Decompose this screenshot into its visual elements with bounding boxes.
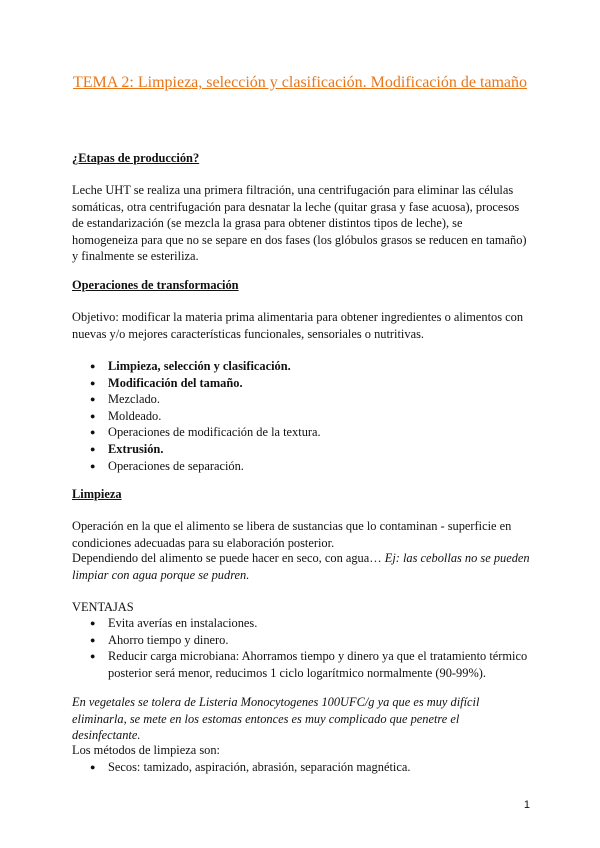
bullet-icon: ● (90, 410, 96, 421)
metodos-label: Los métodos de limpieza son: (72, 743, 220, 757)
heading-operaciones: Operaciones de transformación (72, 278, 239, 292)
ventajas-label: VENTAJAS (72, 600, 134, 614)
list-item: ● Secos: tamizado, aspiración, abrasión, separación magnética. (90, 760, 411, 774)
heading-etapas: ¿Etapas de producción? (72, 151, 200, 165)
list-item: ● Ahorro tiempo y dinero. (90, 632, 229, 647)
operaciones-list (72, 358, 530, 474)
bullet-icon: ● (90, 618, 96, 628)
paragraph-limpieza-definicion: Operación en la que el alimento se libera de sustancias que lo contaminan - superficie en condiciones adecuadas para su elaboración posterior. (72, 519, 512, 550)
bullet-icon: ● (90, 443, 96, 454)
bullet-icon: ● (90, 460, 96, 471)
list-item: ● Limpieza, selección y clasificación. (90, 359, 291, 373)
list-item: ● Extrusión. (90, 441, 164, 456)
list-item: ● Operaciones de modificación de la textura. (90, 425, 321, 440)
list-item: ● Evita averías en instalaciones. (90, 616, 258, 630)
list-item: ● Mezclado. (90, 392, 160, 407)
ventajas-list (72, 615, 530, 681)
paragraph-etapas: Leche UHT se realiza una primera filtración, una centrifugación para eliminar las células somáticas, otra centrifugación para desnatar la leche (quitar grasa y fase acuosa), procesos de estandarización (se mezcla la grasa para obtener distintos tipos de leche), se homogeneiza para que no se separe en dos fases (los glóbulos grasos se reducen en tamaño) y finalmente se esteriliza. (72, 183, 527, 264)
page-number: 1 (523, 799, 530, 811)
metodos-list (72, 759, 530, 776)
list-item: ● Operaciones de separación. (90, 458, 244, 473)
heading-limpieza: Limpieza (72, 487, 122, 501)
page-title: TEMA 2: Limpieza, selección y clasificación. Modificación de tamaño (72, 74, 528, 91)
paragraph-objetivo: Objetivo: modificar la materia prima alimentaria para obtener ingredientes o alimentos con nuevas y/o mejores características funcionales, sensoriales o nutritivas. (72, 310, 524, 341)
paragraph-limpieza-metodo: Dependiendo del alimento se puede hacer en seco, con agua… Ej: las cebollas no se pueden limpiar con agua porque se pudren. (72, 551, 530, 582)
list-item: ● Moldeado. (90, 408, 162, 423)
bullet-icon: ● (90, 377, 96, 388)
bullet-icon: ● (90, 634, 96, 645)
bullet-icon: ● (90, 361, 96, 371)
bullet-icon: ● (90, 762, 96, 772)
list-item: ● Modificación del tamaño. (90, 375, 243, 390)
bullet-icon: ● (90, 394, 96, 405)
list-item: ● Reducir carga microbiana: Ahorramos tiempo y dinero ya que el tratamiento térmico posterior será menor, reducimos 1 ciclo logarítmico normalmente (90-99%). (90, 649, 528, 680)
note-listeria: En vegetales se tolera de Listeria Monocytogenes 100UFC/g ya que es muy difícil eliminarla, se mete en los estomas entonces es muy complicado que penetre el desinfectante. (72, 695, 480, 743)
bullet-icon: ● (90, 427, 96, 438)
bullet-icon: ● (90, 651, 96, 662)
